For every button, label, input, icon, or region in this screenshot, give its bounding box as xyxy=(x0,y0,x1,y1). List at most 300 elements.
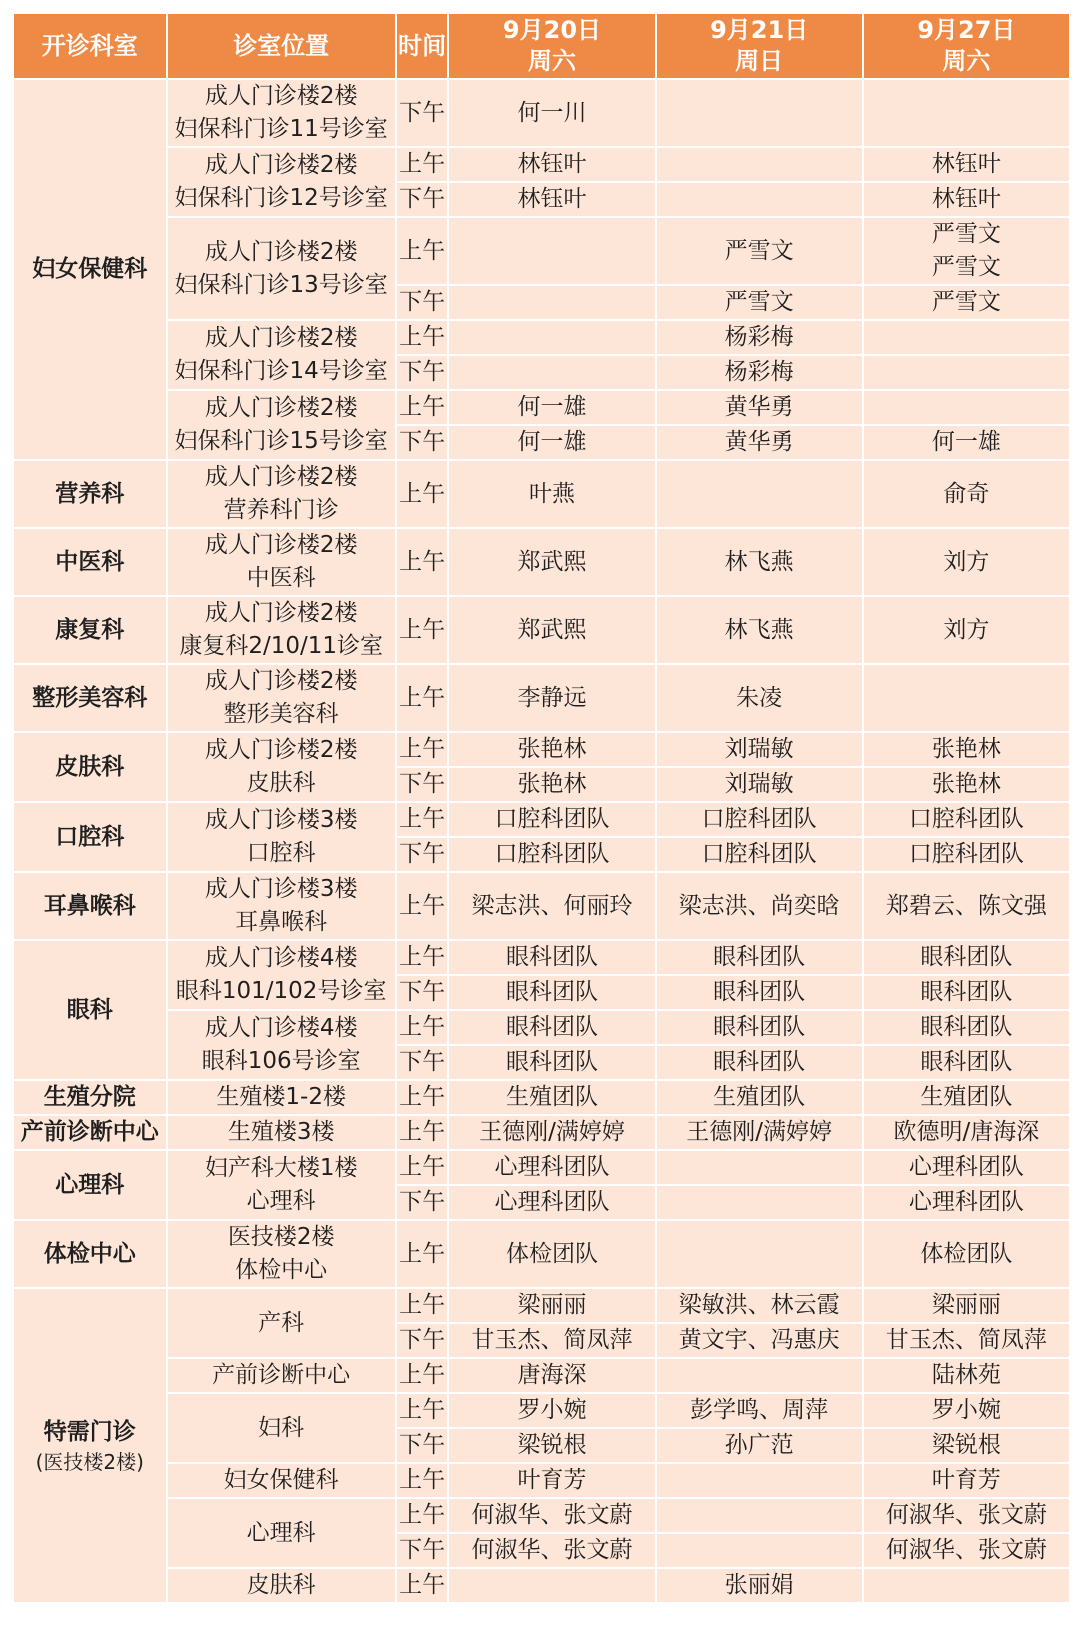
doctor-name: 何一川 xyxy=(517,99,587,126)
doctor-name: 眼科团队 xyxy=(713,1014,806,1040)
doctor-name: 何一雄 xyxy=(931,429,1001,455)
header-date: 9月27日 xyxy=(917,16,1016,44)
doctor-name: 黄华勇 xyxy=(724,394,794,420)
department-name: 耳鼻喉科 xyxy=(43,892,136,919)
doctor-cell xyxy=(448,664,655,732)
doctor-cell xyxy=(448,1498,655,1533)
time-cell: 上午 xyxy=(396,1568,449,1603)
location-line: 成人门诊楼2楼 xyxy=(204,238,358,265)
doctor-cell xyxy=(448,390,655,425)
doctor-cell xyxy=(656,217,863,285)
doctor-name: 杨彩梅 xyxy=(724,324,794,350)
doctor-name: 甘玉杰、简凤萍 xyxy=(885,1327,1047,1353)
location-cell xyxy=(167,460,396,528)
location-line: 皮肤科 xyxy=(246,770,316,796)
department-name: 眼科 xyxy=(66,996,113,1023)
table-row xyxy=(13,802,1070,837)
doctor-name: 何淑华、张文蔚 xyxy=(471,1537,633,1563)
doctor-cell xyxy=(656,732,863,767)
time-cell: 上午 xyxy=(396,872,449,940)
table-row xyxy=(13,147,1070,182)
doctor-name: 眼科团队 xyxy=(505,979,598,1005)
location-cell xyxy=(167,217,396,320)
time-cell: 上午 xyxy=(396,1010,449,1045)
time-cell: 上午 xyxy=(396,940,449,975)
doctor-cell xyxy=(863,320,1070,355)
location-line: 妇女保健科 xyxy=(223,1467,339,1493)
doctor-name: 口腔科团队 xyxy=(908,806,1024,832)
doctor-cell xyxy=(863,460,1070,528)
table-row xyxy=(13,940,1070,975)
time-cell: 上午 xyxy=(396,1115,449,1150)
doctor-name: 梁锐根 xyxy=(517,1432,587,1458)
time-cell: 上午 xyxy=(396,390,449,425)
table-row xyxy=(13,1463,1070,1498)
location-cell xyxy=(167,1568,396,1603)
time-cell: 上午 xyxy=(396,1358,449,1393)
location-line: 整形美容科 xyxy=(223,701,339,727)
doctor-cell xyxy=(863,1463,1070,1498)
doctor-cell xyxy=(656,1080,863,1115)
doctor-cell xyxy=(448,1150,655,1185)
doctor-name: 眼科团队 xyxy=(920,944,1013,970)
doctor-name: 口腔科团队 xyxy=(908,841,1024,867)
doctor-cell xyxy=(863,1323,1070,1358)
doctor-cell xyxy=(656,79,863,147)
doctor-cell xyxy=(448,528,655,596)
table-row xyxy=(13,1010,1070,1045)
time-cell: 下午 xyxy=(396,182,449,217)
location-line: 成人门诊楼2楼 xyxy=(204,395,358,421)
doctor-name: 口腔科团队 xyxy=(494,841,610,867)
header-location: 诊室位置 xyxy=(167,13,396,79)
location-line: 眼科106号诊室 xyxy=(201,1048,361,1074)
doctor-cell xyxy=(656,802,863,837)
doctor-name: 朱凌 xyxy=(736,684,783,711)
doctor-cell xyxy=(448,872,655,940)
table-header xyxy=(13,13,1070,79)
doctor-cell xyxy=(863,1568,1070,1603)
doctor-cell xyxy=(863,1150,1070,1185)
table-row xyxy=(13,1393,1070,1428)
doctor-cell xyxy=(863,1045,1070,1080)
location-line: 成人门诊楼2楼 xyxy=(204,532,358,558)
doctor-name: 心理科团队 xyxy=(908,1189,1024,1215)
department-name: 生殖分院 xyxy=(43,1084,136,1110)
location-cell xyxy=(167,596,396,664)
doctor-name: 眼科团队 xyxy=(713,944,806,970)
time-cell: 下午 xyxy=(396,425,449,460)
location-cell xyxy=(167,1288,396,1358)
doctor-name: 张丽娟 xyxy=(724,1572,794,1598)
time-cell: 上午 xyxy=(396,217,449,285)
doctor-cell xyxy=(656,1220,863,1288)
doctor-cell xyxy=(656,1288,863,1323)
doctor-name: 黄华勇 xyxy=(724,429,794,455)
location-cell xyxy=(167,147,396,217)
location-line: 产科 xyxy=(258,1309,305,1336)
time-cell: 下午 xyxy=(396,1428,449,1463)
doctor-name: 王德刚/满婷婷 xyxy=(686,1119,833,1145)
time-cell: 下午 xyxy=(396,1533,449,1568)
doctor-name: 孙广范 xyxy=(724,1432,794,1458)
doctor-cell xyxy=(863,1115,1070,1150)
location-line: 成人门诊楼2楼 xyxy=(204,737,358,763)
doctor-name: 梁志洪、何丽玲 xyxy=(471,892,633,919)
doctor-name: 欧德明/唐海深 xyxy=(893,1119,1040,1145)
doctor-cell xyxy=(656,425,863,460)
doctor-name: 生殖团队 xyxy=(920,1084,1013,1110)
doctor-cell xyxy=(448,1568,655,1603)
doctor-name: 林钰叶 xyxy=(931,186,1001,212)
location-line: 生殖楼3楼 xyxy=(227,1119,335,1145)
doctor-cell xyxy=(863,1533,1070,1568)
doctor-cell xyxy=(863,1288,1070,1323)
doctor-cell xyxy=(863,596,1070,664)
doctor-cell xyxy=(656,390,863,425)
doctor-name: 心理科团队 xyxy=(908,1154,1024,1180)
doctor-name: 郑武熙 xyxy=(517,548,587,575)
doctor-cell xyxy=(656,355,863,390)
doctor-cell xyxy=(656,1010,863,1045)
doctor-cell xyxy=(448,837,655,872)
header-time: 时间 xyxy=(396,13,449,79)
schedule-table xyxy=(12,12,1071,1604)
table-row xyxy=(13,732,1070,767)
doctor-cell xyxy=(863,1428,1070,1463)
doctor-cell xyxy=(448,147,655,182)
doctor-cell xyxy=(863,1010,1070,1045)
doctor-name: 林钰叶 xyxy=(517,186,587,212)
time-cell: 上午 xyxy=(396,1288,449,1323)
doctor-cell xyxy=(863,802,1070,837)
doctor-cell xyxy=(656,1463,863,1498)
doctor-cell xyxy=(448,975,655,1010)
doctor-cell xyxy=(656,664,863,732)
doctor-name: 彭学鸣、周萍 xyxy=(690,1397,829,1423)
department-name: 中医科 xyxy=(55,548,125,575)
doctor-name: 眼科团队 xyxy=(920,979,1013,1005)
time-cell: 下午 xyxy=(396,1323,449,1358)
time-cell: 上午 xyxy=(396,1150,449,1185)
doctor-name: 王德刚/满婷婷 xyxy=(479,1119,625,1145)
doctor-name: 何淑华、张文蔚 xyxy=(885,1537,1047,1563)
header-date-3 xyxy=(863,13,1070,79)
doctor-cell xyxy=(448,79,655,147)
doctor-cell xyxy=(448,182,655,217)
doctor-cell xyxy=(656,1428,863,1463)
location-cell xyxy=(167,1220,396,1288)
doctor-cell xyxy=(656,1568,863,1603)
location-line: 体检中心 xyxy=(235,1257,328,1283)
doctor-cell xyxy=(656,460,863,528)
doctor-name: 口腔科团队 xyxy=(701,806,817,832)
location-line: 成人门诊楼4楼 xyxy=(204,1015,358,1041)
time-cell: 下午 xyxy=(396,285,449,320)
doctor-cell xyxy=(863,1498,1070,1533)
doctor-cell xyxy=(656,1533,863,1568)
doctor-name: 林飞燕 xyxy=(724,616,794,643)
department-cell xyxy=(13,528,167,596)
doctor-cell xyxy=(448,596,655,664)
doctor-cell xyxy=(863,872,1070,940)
location-line: 心理科 xyxy=(246,1519,316,1546)
time-cell: 上午 xyxy=(396,664,449,732)
time-cell: 上午 xyxy=(396,1080,449,1115)
doctor-cell xyxy=(448,1220,655,1288)
doctor-name: 何一雄 xyxy=(517,394,587,420)
doctor-cell xyxy=(863,1358,1070,1393)
doctor-cell xyxy=(863,767,1070,802)
location-cell xyxy=(167,1393,396,1463)
location-line: 中医科 xyxy=(246,565,316,591)
doctor-cell xyxy=(863,147,1070,182)
department-name: 康复科 xyxy=(55,616,125,643)
table-body xyxy=(13,79,1070,1603)
table-row xyxy=(13,1498,1070,1533)
doctor-name: 梁丽丽 xyxy=(931,1292,1001,1318)
location-line: 成人门诊楼2楼 xyxy=(204,668,358,694)
doctor-name: 眼科团队 xyxy=(505,1014,598,1040)
table-row xyxy=(13,320,1070,355)
doctor-name: 叶育芳 xyxy=(517,1467,587,1493)
department-cell xyxy=(13,664,167,732)
doctor-name: 张艳林 xyxy=(517,771,587,797)
doctor-cell xyxy=(656,1150,863,1185)
department-cell xyxy=(13,732,167,802)
location-line: 妇保科门诊13号诊室 xyxy=(174,271,388,298)
location-cell xyxy=(167,528,396,596)
time-cell: 下午 xyxy=(396,767,449,802)
doctor-cell xyxy=(656,596,863,664)
location-line: 妇保科门诊15号诊室 xyxy=(174,428,388,454)
doctor-cell xyxy=(863,664,1070,732)
header-date: 9月20日 xyxy=(502,16,602,44)
doctor-name: 体检团队 xyxy=(920,1240,1013,1267)
table-row xyxy=(13,1115,1070,1150)
doctor-name: 梁锐根 xyxy=(931,1432,1001,1458)
location-line: 妇产科大楼1楼 xyxy=(204,1155,358,1181)
location-line: 医技楼2楼 xyxy=(227,1224,335,1250)
department-cell xyxy=(13,1080,167,1115)
doctor-cell xyxy=(448,1045,655,1080)
doctor-cell xyxy=(448,355,655,390)
doctor-cell xyxy=(448,767,655,802)
time-cell: 下午 xyxy=(396,79,449,147)
doctor-cell xyxy=(863,975,1070,1010)
doctor-cell xyxy=(863,732,1070,767)
doctor-cell xyxy=(448,1323,655,1358)
table-row xyxy=(13,1568,1070,1603)
location-line: 成人门诊楼2楼 xyxy=(204,325,358,351)
doctor-cell xyxy=(448,802,655,837)
doctor-name: 林钰叶 xyxy=(517,151,587,177)
doctor-cell xyxy=(863,285,1070,320)
location-cell xyxy=(167,940,396,1010)
department-name: 妇女保健科 xyxy=(32,256,148,282)
location-cell xyxy=(167,732,396,802)
doctor-cell xyxy=(448,1288,655,1323)
location-cell xyxy=(167,1358,396,1393)
location-line: 皮肤科 xyxy=(246,1572,316,1598)
table-row xyxy=(13,1288,1070,1323)
location-line: 口腔科 xyxy=(246,840,316,866)
doctor-name: 心理科团队 xyxy=(494,1154,610,1180)
doctor-cell xyxy=(656,320,863,355)
time-cell: 下午 xyxy=(396,1045,449,1080)
table-row xyxy=(13,1150,1070,1185)
department-cell xyxy=(13,596,167,664)
doctor-cell xyxy=(448,1185,655,1220)
doctor-name: 眼科团队 xyxy=(920,1014,1013,1040)
doctor-name: 叶燕 xyxy=(528,480,575,507)
doctor-name: 生殖团队 xyxy=(713,1084,806,1110)
location-line: 康复科2/10/11诊室 xyxy=(179,633,384,659)
department-name: 皮肤科 xyxy=(55,753,125,780)
department-name: 特需门诊 xyxy=(43,1419,136,1445)
time-cell: 上午 xyxy=(396,596,449,664)
doctor-cell xyxy=(448,217,655,285)
doctor-name: 严雪文 xyxy=(724,289,794,315)
time-cell: 上午 xyxy=(396,802,449,837)
department-cell xyxy=(13,1288,167,1603)
location-cell xyxy=(167,1498,396,1568)
department-name: 口腔科 xyxy=(55,823,125,850)
doctor-name: 郑碧云、陈文强 xyxy=(885,892,1047,919)
header-weekday: 周六 xyxy=(942,47,991,75)
doctor-name: 梁志洪、尚奕晗 xyxy=(678,892,840,919)
location-line: 妇保科门诊14号诊室 xyxy=(174,358,388,384)
time-cell: 上午 xyxy=(396,320,449,355)
doctor-cell xyxy=(448,1115,655,1150)
location-cell xyxy=(167,390,396,460)
doctor-cell xyxy=(448,1533,655,1568)
time-cell: 下午 xyxy=(396,355,449,390)
doctor-cell xyxy=(448,320,655,355)
location-line: 成人门诊楼3楼 xyxy=(204,807,358,833)
doctor-name: 生殖团队 xyxy=(505,1084,598,1110)
doctor-name: 眼科团队 xyxy=(920,1049,1013,1075)
time-cell: 上午 xyxy=(396,1463,449,1498)
header-date-1 xyxy=(448,13,655,79)
doctor-cell xyxy=(656,1115,863,1150)
doctor-cell xyxy=(863,1185,1070,1220)
doctor-name: 何淑华、张文蔚 xyxy=(471,1502,633,1528)
doctor-cell xyxy=(863,217,1070,285)
location-line: 营养科门诊 xyxy=(223,497,339,523)
doctor-name: 眼科团队 xyxy=(505,944,598,970)
doctor-cell xyxy=(863,355,1070,390)
table-row xyxy=(13,1358,1070,1393)
doctor-cell xyxy=(863,425,1070,460)
time-cell: 上午 xyxy=(396,1393,449,1428)
doctor-cell xyxy=(448,425,655,460)
doctor-name: 口腔科团队 xyxy=(494,806,610,832)
doctor-cell xyxy=(863,1393,1070,1428)
doctor-name: 口腔科团队 xyxy=(701,841,817,867)
location-line: 妇保科门诊12号诊室 xyxy=(174,185,388,211)
header-weekday: 周日 xyxy=(735,47,784,75)
doctor-name: 心理科团队 xyxy=(494,1189,610,1215)
doctor-cell xyxy=(448,1358,655,1393)
doctor-cell xyxy=(863,837,1070,872)
doctor-name: 罗小婉 xyxy=(517,1397,587,1423)
doctor-cell xyxy=(448,732,655,767)
doctor-name: 梁敏洪、林云霞 xyxy=(678,1292,840,1318)
department-cell xyxy=(13,940,167,1080)
location-line: 妇科 xyxy=(258,1414,305,1441)
location-cell xyxy=(167,79,396,147)
doctor-name: 林飞燕 xyxy=(724,548,794,575)
doctor-cell xyxy=(656,940,863,975)
department-cell xyxy=(13,872,167,940)
doctor-name: 眼科团队 xyxy=(505,1049,598,1075)
doctor-cell xyxy=(448,285,655,320)
doctor-name: 严雪文 xyxy=(931,221,1001,247)
doctor-name: 郑武熙 xyxy=(517,616,587,643)
location-cell xyxy=(167,320,396,390)
doctor-name: 罗小婉 xyxy=(931,1397,1001,1423)
doctor-cell xyxy=(656,1323,863,1358)
location-cell xyxy=(167,872,396,940)
doctor-cell xyxy=(863,940,1070,975)
header-date: 9月21日 xyxy=(710,16,809,44)
doctor-cell xyxy=(448,1080,655,1115)
doctor-cell xyxy=(656,837,863,872)
doctor-name: 刘方 xyxy=(943,616,990,643)
department-cell xyxy=(13,79,167,460)
doctor-cell xyxy=(863,182,1070,217)
doctor-cell xyxy=(863,79,1070,147)
doctor-name: 刘方 xyxy=(943,548,990,575)
time-cell: 上午 xyxy=(396,147,449,182)
location-cell xyxy=(167,1080,396,1115)
doctor-cell xyxy=(448,1010,655,1045)
doctor-name: 何一雄 xyxy=(517,429,587,455)
doctor-cell xyxy=(656,285,863,320)
table-row xyxy=(13,79,1070,147)
doctor-cell xyxy=(656,767,863,802)
doctor-cell xyxy=(656,147,863,182)
doctor-cell xyxy=(448,1428,655,1463)
department-subtitle: (医技楼2楼) xyxy=(35,1450,144,1474)
department-name: 体检中心 xyxy=(43,1240,136,1267)
department-name: 营养科 xyxy=(55,480,125,507)
time-cell: 上午 xyxy=(396,460,449,528)
header-date-2 xyxy=(656,13,863,79)
doctor-name: 陆林苑 xyxy=(931,1362,1001,1388)
department-cell xyxy=(13,460,167,528)
doctor-name: 唐海深 xyxy=(517,1362,587,1388)
doctor-name: 杨彩梅 xyxy=(724,359,794,385)
time-cell: 上午 xyxy=(396,1498,449,1533)
location-cell xyxy=(167,1463,396,1498)
doctor-cell xyxy=(656,975,863,1010)
doctor-cell xyxy=(863,1220,1070,1288)
doctor-cell xyxy=(863,1080,1070,1115)
doctor-name: 眼科团队 xyxy=(713,979,806,1005)
time-cell: 下午 xyxy=(396,1185,449,1220)
doctor-name: 张艳林 xyxy=(931,736,1001,762)
doctor-cell xyxy=(656,182,863,217)
location-line: 耳鼻喉科 xyxy=(235,909,328,935)
header-row xyxy=(13,13,1070,79)
doctor-name: 叶育芳 xyxy=(931,1467,1001,1493)
location-cell xyxy=(167,1115,396,1150)
doctor-cell xyxy=(656,1045,863,1080)
doctor-cell xyxy=(656,1185,863,1220)
location-line: 成人门诊楼4楼 xyxy=(204,945,358,971)
